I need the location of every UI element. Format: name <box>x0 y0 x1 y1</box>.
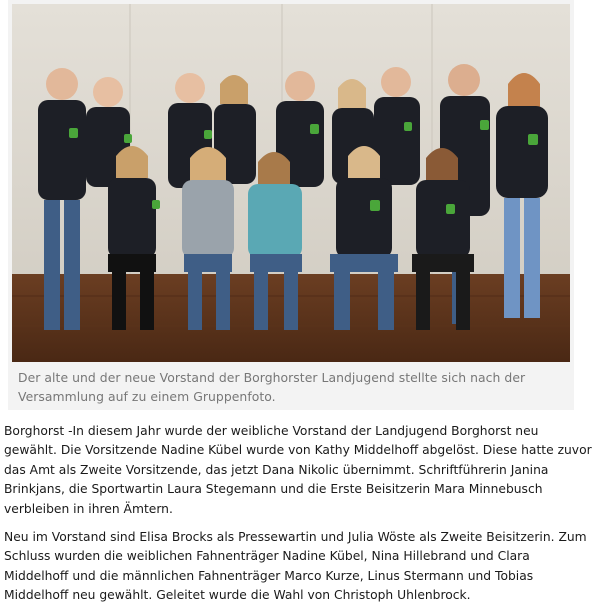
article-figure <box>8 0 574 410</box>
article-paragraph: Neu im Vorstand sind Elisa Brocks als Pressewartin und Julia Wöste als Zweite Beisitzerin. Zum Schluss wurden die weiblichen Fahnenträger Nadine Kübel, Nina Hillebrand und Clara Middelhoff und die männlichen Fahnenträger Marco Kurze, Linus Stermann und Tobias Middelhoff neu gewählt. Geleitet wurde die Wahl von Christoph Uhlenbrock. <box>4 530 587 603</box>
group-photo-illustration <box>12 4 570 362</box>
article-body <box>4 422 594 615</box>
photo-caption: Der alte und der neue Vorstand der Borghorster Landjugend stellte sich nach der Versammlung auf zu einem Gruppenfoto. <box>18 370 526 404</box>
article-paragraph: Borghorst -In diesem Jahr wurde der weibliche Vorstand der Landjugend Borghorst neu gewählt. Die Vorsitzende Nadine Kübel wurde von Kathy Middelhoff abgelöst. Diese hatte zuvor das Amt als Zweite Vorsitzende, das jetzt Dana Nikolic übernimmt. Schriftführerin Janina Brinkjans, die Sportwartin Laura Stegemann und die Erste Beisitzerin Mara Minnebusch verbleiben in ihren Ämtern. <box>4 424 592 516</box>
group-photo[interactable] <box>12 4 570 362</box>
